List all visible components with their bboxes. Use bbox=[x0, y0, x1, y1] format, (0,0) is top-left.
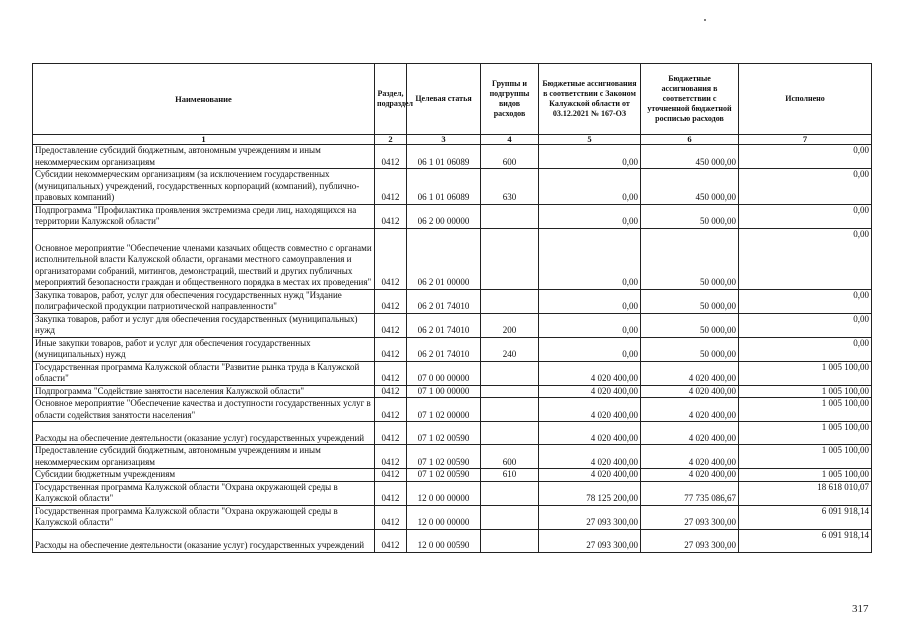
column-number: 5 bbox=[539, 135, 641, 145]
table-row bbox=[33, 481, 872, 505]
row-name: Субсидии бюджетным учреждениям bbox=[33, 469, 375, 482]
row-budget-law: 4 020 400,00 bbox=[539, 422, 641, 445]
row-budget-refined: 4 020 400,00 bbox=[641, 385, 739, 398]
table-row bbox=[33, 228, 872, 289]
row-budget-refined: 50 000,00 bbox=[641, 289, 739, 313]
column-number: 7 bbox=[739, 135, 872, 145]
column-number-row bbox=[33, 135, 872, 145]
row-target: 06 1 01 06089 bbox=[407, 145, 481, 169]
table-row bbox=[33, 505, 872, 529]
row-section: 0412 bbox=[375, 289, 407, 313]
row-target: 06 2 01 74010 bbox=[407, 313, 481, 337]
row-target: 07 0 00 00000 bbox=[407, 361, 481, 385]
row-executed: 0,00 bbox=[739, 313, 872, 337]
row-executed: 0,00 bbox=[739, 145, 872, 169]
row-budget-refined: 50 000,00 bbox=[641, 337, 739, 361]
row-section: 0412 bbox=[375, 145, 407, 169]
row-name: Основное мероприятие "Обеспечение членами казачьих обществ совместно с органами исполнительной власти Калужской области, органами местного самоуправления и организаторами собраний, митингов, демонстраций, шествий и других публичных мероприятий безопасности граждан и общественного порядка в местах их проведения" bbox=[33, 228, 375, 289]
row-budget-law: 78 125 200,00 bbox=[539, 481, 641, 505]
row-section: 0412 bbox=[375, 169, 407, 205]
row-section: 0412 bbox=[375, 529, 407, 552]
row-name: Государственная программа Калужской области "Развитие рынка труда в Калужской области" bbox=[33, 361, 375, 385]
row-section: 0412 bbox=[375, 505, 407, 529]
row-budget-refined: 50 000,00 bbox=[641, 204, 739, 228]
row-executed: 1 005 100,00 bbox=[739, 469, 872, 482]
row-name: Предоставление субсидий бюджетным, автономным учреждениям и иным некоммерческим организациям bbox=[33, 445, 375, 469]
row-group bbox=[481, 505, 539, 529]
row-budget-refined: 4 020 400,00 bbox=[641, 398, 739, 422]
row-name: Закупка товаров, работ и услуг для обеспечения государственных (муниципальных) нужд bbox=[33, 313, 375, 337]
row-section: 0412 bbox=[375, 469, 407, 482]
row-executed: 6 091 918,14 bbox=[739, 529, 872, 552]
row-section: 0412 bbox=[375, 337, 407, 361]
row-group bbox=[481, 361, 539, 385]
row-target: 12 0 00 00000 bbox=[407, 481, 481, 505]
row-target: 06 2 01 74010 bbox=[407, 289, 481, 313]
row-target: 06 2 01 74010 bbox=[407, 337, 481, 361]
table-header bbox=[33, 64, 872, 145]
row-executed: 0,00 bbox=[739, 289, 872, 313]
row-group bbox=[481, 204, 539, 228]
row-executed: 1 005 100,00 bbox=[739, 385, 872, 398]
row-name: Подпрограмма "Профилактика проявления экстремизма среди лиц, находящихся на территории Калужской области" bbox=[33, 204, 375, 228]
table-row bbox=[33, 529, 872, 552]
row-section: 0412 bbox=[375, 481, 407, 505]
row-target: 07 1 02 00000 bbox=[407, 398, 481, 422]
row-budget-refined: 4 020 400,00 bbox=[641, 422, 739, 445]
row-budget-refined: 4 020 400,00 bbox=[641, 445, 739, 469]
budget-table bbox=[32, 63, 872, 553]
page-number: 317 bbox=[852, 603, 869, 615]
column-number: 4 bbox=[481, 135, 539, 145]
row-group: 600 bbox=[481, 145, 539, 169]
row-target: 06 2 01 00000 bbox=[407, 228, 481, 289]
row-budget-refined: 4 020 400,00 bbox=[641, 361, 739, 385]
table-row bbox=[33, 361, 872, 385]
row-group bbox=[481, 529, 539, 552]
row-group: 610 bbox=[481, 469, 539, 482]
row-budget-refined: 77 735 086,67 bbox=[641, 481, 739, 505]
row-name: Подпрограмма "Содействие занятости населения Калужской области" bbox=[33, 385, 375, 398]
row-group: 600 bbox=[481, 445, 539, 469]
row-budget-refined: 450 000,00 bbox=[641, 145, 739, 169]
row-target: 12 0 00 00000 bbox=[407, 505, 481, 529]
row-budget-law: 4 020 400,00 bbox=[539, 361, 641, 385]
row-budget-law: 4 020 400,00 bbox=[539, 445, 641, 469]
table-row bbox=[33, 337, 872, 361]
row-budget-law: 0,00 bbox=[539, 228, 641, 289]
row-budget-law: 0,00 bbox=[539, 289, 641, 313]
row-name: Закупка товаров, работ, услуг для обеспечения государственных нужд "Издание полиграфической продукции патриотической направленности" bbox=[33, 289, 375, 313]
header-budget-law: Бюджетные ассигнования в соответствии с Законом Калужской области от 03.12.2021 № 167-ОЗ bbox=[539, 64, 641, 135]
row-group bbox=[481, 398, 539, 422]
row-section: 0412 bbox=[375, 204, 407, 228]
row-budget-law: 0,00 bbox=[539, 145, 641, 169]
row-budget-law: 0,00 bbox=[539, 204, 641, 228]
row-group: 240 bbox=[481, 337, 539, 361]
table-row bbox=[33, 169, 872, 205]
row-budget-refined: 27 093 300,00 bbox=[641, 505, 739, 529]
row-executed: 0,00 bbox=[739, 337, 872, 361]
row-target: 07 1 02 00590 bbox=[407, 422, 481, 445]
table-row bbox=[33, 469, 872, 482]
row-name: Расходы на обеспечение деятельности (оказание услуг) государственных учреждений bbox=[33, 529, 375, 552]
row-budget-law: 27 093 300,00 bbox=[539, 529, 641, 552]
header-groups: Группы и подгруппы видов расходов bbox=[481, 64, 539, 135]
table-row bbox=[33, 445, 872, 469]
row-executed: 0,00 bbox=[739, 204, 872, 228]
row-name: Предоставление субсидий бюджетным, автономным учреждениям и иным некоммерческим организациям bbox=[33, 145, 375, 169]
column-number: 3 bbox=[407, 135, 481, 145]
header-target: Целевая статья bbox=[407, 64, 481, 135]
row-executed: 0,00 bbox=[739, 169, 872, 205]
row-budget-refined: 50 000,00 bbox=[641, 313, 739, 337]
row-section: 0412 bbox=[375, 398, 407, 422]
row-group bbox=[481, 422, 539, 445]
header-executed: Исполнено bbox=[739, 64, 872, 135]
row-group: 200 bbox=[481, 313, 539, 337]
row-executed: 1 005 100,00 bbox=[739, 445, 872, 469]
header-budget-refined: Бюджетные ассигнования в соответствии с уточненной бюджетной росписью расходов bbox=[641, 64, 739, 135]
row-name: Государственная программа Калужской области "Охрана окружающей среды в Калужской области" bbox=[33, 481, 375, 505]
row-target: 06 1 01 06089 bbox=[407, 169, 481, 205]
row-executed: 18 618 010,07 bbox=[739, 481, 872, 505]
row-group: 630 bbox=[481, 169, 539, 205]
table-row bbox=[33, 422, 872, 445]
table-row bbox=[33, 313, 872, 337]
row-budget-refined: 50 000,00 bbox=[641, 228, 739, 289]
row-target: 07 1 02 00590 bbox=[407, 445, 481, 469]
row-budget-law: 0,00 bbox=[539, 313, 641, 337]
row-budget-law: 0,00 bbox=[539, 169, 641, 205]
table-row bbox=[33, 145, 872, 169]
row-name: Расходы на обеспечение деятельности (оказание услуг) государственных учреждений bbox=[33, 422, 375, 445]
row-group bbox=[481, 385, 539, 398]
row-budget-refined: 4 020 400,00 bbox=[641, 469, 739, 482]
row-section: 0412 bbox=[375, 385, 407, 398]
table-row bbox=[33, 385, 872, 398]
row-budget-law: 27 093 300,00 bbox=[539, 505, 641, 529]
row-executed: 1 005 100,00 bbox=[739, 422, 872, 445]
row-budget-law: 4 020 400,00 bbox=[539, 469, 641, 482]
row-section: 0412 bbox=[375, 361, 407, 385]
row-budget-law: 0,00 bbox=[539, 337, 641, 361]
table-row bbox=[33, 204, 872, 228]
row-executed: 1 005 100,00 bbox=[739, 398, 872, 422]
header-section: Раздел, подраздел bbox=[375, 64, 407, 135]
table-row bbox=[33, 289, 872, 313]
row-section: 0412 bbox=[375, 313, 407, 337]
scan-artifact-dot bbox=[704, 19, 706, 21]
column-number: 2 bbox=[375, 135, 407, 145]
table-body bbox=[33, 145, 872, 553]
row-name: Субсидии некоммерческим организациям (за исключением государственных (муниципальных) учреждений, государственных корпораций (компаний), публично-правовых компаний) bbox=[33, 169, 375, 205]
row-target: 07 1 02 00590 bbox=[407, 469, 481, 482]
row-budget-law: 4 020 400,00 bbox=[539, 398, 641, 422]
row-target: 12 0 00 00590 bbox=[407, 529, 481, 552]
row-section: 0412 bbox=[375, 228, 407, 289]
row-group bbox=[481, 289, 539, 313]
row-group bbox=[481, 481, 539, 505]
row-executed: 6 091 918,14 bbox=[739, 505, 872, 529]
row-section: 0412 bbox=[375, 422, 407, 445]
row-group bbox=[481, 228, 539, 289]
column-number: 6 bbox=[641, 135, 739, 145]
row-name: Иные закупки товаров, работ и услуг для обеспечения государственных (муниципальных) нужд bbox=[33, 337, 375, 361]
column-number: 1 bbox=[33, 135, 375, 145]
row-executed: 0,00 bbox=[739, 228, 872, 289]
row-target: 06 2 00 00000 bbox=[407, 204, 481, 228]
row-name: Государственная программа Калужской области "Охрана окружающей среды в Калужской области" bbox=[33, 505, 375, 529]
row-section: 0412 bbox=[375, 445, 407, 469]
row-target: 07 1 00 00000 bbox=[407, 385, 481, 398]
row-budget-refined: 27 093 300,00 bbox=[641, 529, 739, 552]
row-name: Основное мероприятие "Обеспечение качества и доступности государственных услуг в области содействия занятости населения" bbox=[33, 398, 375, 422]
table-row bbox=[33, 398, 872, 422]
header-name: Наименование bbox=[33, 64, 375, 135]
row-budget-law: 4 020 400,00 bbox=[539, 385, 641, 398]
row-budget-refined: 450 000,00 bbox=[641, 169, 739, 205]
row-executed: 1 005 100,00 bbox=[739, 361, 872, 385]
